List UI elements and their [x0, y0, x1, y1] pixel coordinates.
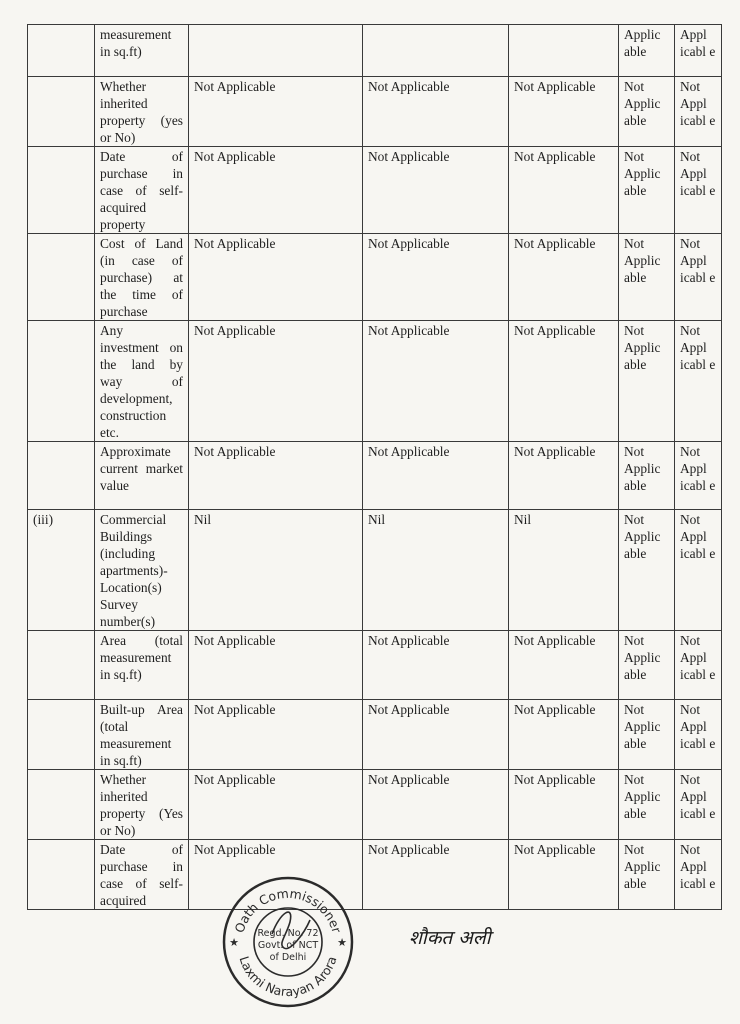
row-number-cell	[28, 700, 95, 770]
value-cell: Not Applic able	[619, 700, 675, 770]
value-cell: Not Appl icabl e	[675, 147, 722, 234]
value-cell: Not Applicable	[189, 77, 363, 147]
row-number-cell	[28, 442, 95, 510]
value-cell: Not Applicable	[509, 321, 619, 442]
value-cell: Not Applicable	[509, 234, 619, 321]
row-number-cell: (iii)	[28, 510, 95, 631]
table-row	[28, 700, 722, 770]
description-cell: Whether inherited property (Yes or No)	[95, 770, 189, 840]
value-cell: Not Appl icabl e	[675, 700, 722, 770]
table-row	[28, 442, 722, 510]
assets-table	[27, 24, 722, 910]
value-cell: Nil	[363, 510, 509, 631]
value-cell: Not Applicable	[509, 700, 619, 770]
value-cell: Not Applicable	[189, 442, 363, 510]
table-row	[28, 77, 722, 147]
value-cell: Not Appl icabl e	[675, 77, 722, 147]
value-cell: Not Applicable	[363, 147, 509, 234]
description-cell: Approximate current market value	[95, 442, 189, 510]
value-cell: Not Appl icabl e	[675, 631, 722, 700]
signature	[405, 918, 525, 958]
seal-left-star-icon: ★	[229, 936, 239, 949]
signature-text: शौकत अली	[409, 927, 491, 949]
value-cell: Not Applicable	[189, 147, 363, 234]
row-number-cell	[28, 77, 95, 147]
description-cell: Commercial Buildings (including apartments)- Location(s) Survey number(s)	[95, 510, 189, 631]
row-number-cell	[28, 147, 95, 234]
description-cell: Built-up Area (total measurement in sq.ft)	[95, 700, 189, 770]
table-row	[28, 770, 722, 840]
value-cell: Nil	[189, 510, 363, 631]
value-cell: Not Applicable	[509, 770, 619, 840]
value-cell: Not Applic able	[619, 631, 675, 700]
value-cell: Not Applicable	[189, 321, 363, 442]
value-cell: Not Applicable	[363, 700, 509, 770]
value-cell: Not Applicable	[509, 442, 619, 510]
row-number-cell	[28, 840, 95, 910]
value-cell: Not Appl icabl e	[675, 770, 722, 840]
description-cell: Area (total measurement in sq.ft)	[95, 631, 189, 700]
value-cell: Not Applicable	[363, 234, 509, 321]
table-row	[28, 840, 722, 910]
oath-commissioner-seal	[220, 874, 356, 1010]
value-cell: Not Applicable	[509, 77, 619, 147]
value-cell: Nil	[509, 510, 619, 631]
value-cell: Not Applic able	[619, 770, 675, 840]
value-cell: Not Applicable	[363, 321, 509, 442]
value-cell: Not Applicable	[509, 840, 619, 910]
seal-delhi-line: of Delhi	[269, 952, 307, 963]
value-cell: Not Applic able	[619, 510, 675, 631]
table-row	[28, 321, 722, 442]
value-cell: Not Applicable	[189, 700, 363, 770]
value-cell: Applic able	[619, 25, 675, 77]
description-cell: Date of purchase in case of self-acquired	[95, 840, 189, 910]
value-cell: Not Applic able	[619, 840, 675, 910]
table-row	[28, 234, 722, 321]
value-cell: Not Applicable	[509, 147, 619, 234]
row-number-cell	[28, 631, 95, 700]
value-cell: Not Applicable	[189, 234, 363, 321]
row-number-cell	[28, 321, 95, 442]
seal-right-star-icon: ★	[337, 936, 347, 949]
value-cell: Not Applicable	[363, 442, 509, 510]
seal-top-text: Oath Commissioner	[231, 885, 345, 935]
row-number-cell	[28, 25, 95, 77]
value-cell: Not Applicable	[509, 631, 619, 700]
value-cell: Not Applicable	[363, 631, 509, 700]
value-cell	[509, 25, 619, 77]
value-cell: Not Applicable	[363, 77, 509, 147]
description-cell: measurement in sq.ft)	[95, 25, 189, 77]
value-cell: Not Appl icabl e	[675, 840, 722, 910]
value-cell	[363, 25, 509, 77]
description-cell: Date of purchase in case of self-acquired property	[95, 147, 189, 234]
value-cell	[189, 25, 363, 77]
table-row	[28, 25, 722, 77]
value-cell: Not Appl icabl e	[675, 442, 722, 510]
row-number-cell	[28, 770, 95, 840]
table-row	[28, 147, 722, 234]
description-cell: Any investment on the land by way of development, construction etc.	[95, 321, 189, 442]
seal-bottom-text: Laxmi Narayan Arora	[236, 954, 340, 1000]
value-cell: Not Appl icabl e	[675, 234, 722, 321]
value-cell: Not Applic able	[619, 321, 675, 442]
seal-registration-number: Regd. No. 72	[257, 928, 319, 939]
value-cell: Not Applic able	[619, 442, 675, 510]
row-number-cell	[28, 234, 95, 321]
value-cell: Not Applicable	[189, 631, 363, 700]
value-cell: Not Applicable	[189, 770, 363, 840]
value-cell: Not Applicable	[363, 770, 509, 840]
value-cell: Not Applicable	[189, 840, 363, 910]
value-cell: Not Applic able	[619, 77, 675, 147]
value-cell: Not Applic able	[619, 147, 675, 234]
seal-government-line: Govt. of NCT	[257, 940, 319, 951]
table-row	[28, 631, 722, 700]
value-cell: Not Applicable	[363, 840, 509, 910]
value-cell: Not Appl icabl e	[675, 321, 722, 442]
value-cell: Appl icabl e	[675, 25, 722, 77]
value-cell: Not Applic able	[619, 234, 675, 321]
description-cell: Whether inherited property (yes or No)	[95, 77, 189, 147]
description-cell: Cost of Land (in case of purchase) at the time of purchase	[95, 234, 189, 321]
value-cell: Not Appl icabl e	[675, 510, 722, 631]
table-row	[28, 510, 722, 631]
